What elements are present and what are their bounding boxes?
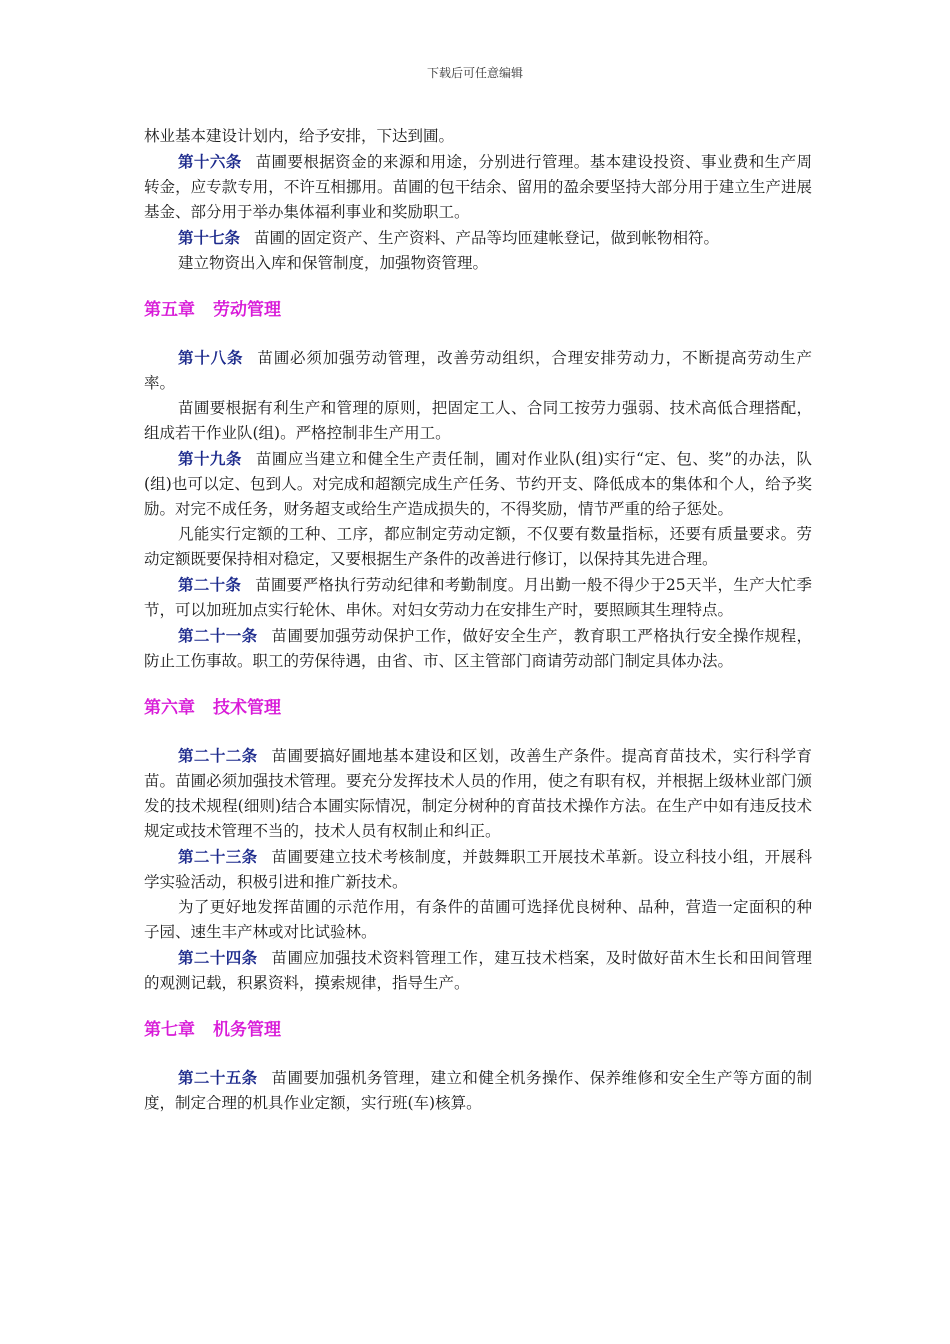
article-22 <box>144 743 812 844</box>
chapter-7-heading <box>144 1018 812 1043</box>
paragraph-text: 凡能实行定额的工种、工序，都应制定劳动定额，不仅要有数量指标，还要有质量要求。劳动定额既要保持相对稳定，又要根据生产条件的改善进行修订，以保持其先进合理。 <box>144 525 812 568</box>
article-number: 第二十四条 <box>178 948 258 967</box>
paragraph <box>144 251 812 276</box>
article-19 <box>144 446 812 522</box>
chapter-title: 技术管理 <box>213 698 281 718</box>
article-18 <box>144 345 812 396</box>
article-17 <box>144 225 812 251</box>
article-number: 第二十一条 <box>178 626 258 645</box>
paragraph-text: 林业基本建设计划内，给予安排，下达到圃。 <box>144 127 455 145</box>
article-24 <box>144 945 812 996</box>
paragraph-text: 苗圃要根据有利生产和管理的原则，把固定工人、合同工按劳力强弱、技术高低合理搭配，组成若干作业队(组)。严格控制非生产用工。 <box>144 399 812 442</box>
chapter-number: 第七章 <box>144 1020 195 1040</box>
paragraph <box>144 396 812 446</box>
article-text: 苗圃要根据资金的来源和用途，分别进行管理。基本建设投资、事业费和生产周转金，应专款专用，不许互相挪用。苗圃的包干结余、留用的盈余要坚持大部分用于建立生产进展基金、部分用于举办集体福利事业和奖励职工。 <box>144 153 812 221</box>
article-number: 第十七条 <box>178 228 241 247</box>
article-25 <box>144 1065 812 1116</box>
article-number: 第二十三条 <box>178 847 258 866</box>
article-text: 苗圃必须加强劳动管理，改善劳动组织，合理安排劳动力，不断提高劳动生产率。 <box>144 349 812 392</box>
article-23 <box>144 844 812 895</box>
article-21 <box>144 623 812 674</box>
document-body <box>144 124 812 1116</box>
chapter-5-heading <box>144 298 812 323</box>
article-number: 第十八条 <box>178 348 244 367</box>
chapter-number: 第五章 <box>144 300 195 320</box>
chapter-title: 机务管理 <box>213 1020 281 1040</box>
chapter-number: 第六章 <box>144 698 195 718</box>
article-text: 苗圃应当建立和健全生产责任制，圃对作业队(组)实行“定、包、奖”的办法，队(组)也可以定、包到人。对完成和超额完成生产任务、节约开支、降低成本的集体和个人，给予奖励。对完不成任务，财务超支或给生产造成损失的，不得奖励，情节严重的给子惩处。 <box>144 450 812 518</box>
article-20 <box>144 572 812 623</box>
article-number: 第二十二条 <box>178 746 258 765</box>
article-text: 苗圃的固定资产、生产资料、产品等均匝建帐登记，做到帐物相符。 <box>254 229 720 247</box>
paragraph <box>144 522 812 572</box>
paragraph <box>144 895 812 945</box>
article-number: 第二十条 <box>178 575 242 594</box>
article-number: 第十六条 <box>178 152 242 171</box>
paragraph <box>144 124 812 149</box>
paragraph-text: 建立物资出入库和保管制度，加强物资管理。 <box>178 254 489 272</box>
article-text: 苗圃要搞好圃地基本建设和区划，改善生产条件。提高育苗技术，实行科学育苗。苗圃必须加强技术管理。要充分发挥技术人员的作用，使之有职有权，并根据上级林业部门颁发的技术规程(细则)结合本圃实际情况，制定分树种的育苗技术操作方法。在生产中如有违反技术规定或技术管理不当的，技术人员有权制止和纠正。 <box>144 747 812 840</box>
article-number: 第二十五条 <box>178 1068 258 1087</box>
paragraph-text: 为了更好地发挥苗圃的示范作用，有条件的苗圃可选择优良树种、品种，营造一定面积的种子园、速生丰产林或对比试验林。 <box>144 898 812 941</box>
article-16 <box>144 149 812 225</box>
article-text: 苗圃要加强机务管理，建立和健全机务操作、保养维修和安全生产等方面的制度，制定合理的机具作业定额，实行班(车)核算。 <box>144 1069 812 1112</box>
article-text: 苗圃要建立技术考核制度，并鼓舞职工开展技术革新。设立科技小组，开展科学实验活动，积极引进和推广新技术。 <box>144 848 812 891</box>
article-number: 第十九条 <box>178 449 242 468</box>
article-text: 苗圃要加强劳动保护工作，做好安全生产，教育职工严格执行安全操作规程，防止工伤事故。职工的劳保待遇，由省、市、区主管部门商请劳动部门制定具体办法。 <box>144 627 812 670</box>
chapter-6-heading <box>144 696 812 721</box>
article-text: 苗圃应加强技术资料管理工作，建互技术档案，及时做好苗木生长和田间管理的观测记载，积累资料，摸索规律，指导生产。 <box>144 949 812 992</box>
page-header: 下载后可任意编辑 <box>426 66 523 80</box>
chapter-title: 劳动管理 <box>213 300 281 320</box>
article-text: 苗圃要严格执行劳动纪律和考勤制度。月出勤一般不得少于25天半，生产大忙季节，可以加班加点实行轮休、串休。对妇女劳动力在安排生产时，要照顾其生理特点。 <box>144 576 812 619</box>
